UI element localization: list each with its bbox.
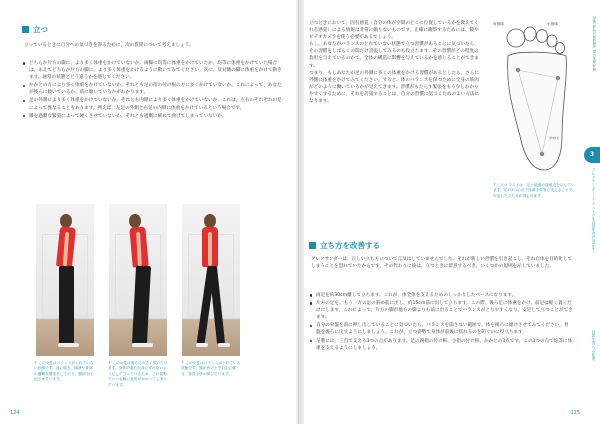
chapter-tab: 3 xyxy=(584,147,600,163)
intro-text: 立っているときに自分への気づきを得るために、次の質問について考えましょう。 xyxy=(24,43,194,48)
caption-photo-3: ↑ この女性はバランスがとれている状態です。頭が首の上で自由に動き、背骨全体が伸びています。 xyxy=(181,361,241,376)
photo-woman-leaning-back xyxy=(109,204,167,356)
foot-label-heel: かかと xyxy=(549,136,560,140)
side-running-title: THE ALEXANDER TECHNIQUE xyxy=(592,16,597,72)
photo-woman-balanced xyxy=(182,204,240,356)
right-page xyxy=(299,0,600,424)
list-item: 自分の骨盤を前に押し出していることに気づいたら、バランスを崩さない範囲で、体を後ろに傾けさせてみてください。骨盤を後ろに戻すようにしましょう。これが、立つ姿勢で身体が前後に揺れるのを防ぐのに役立ちます。 xyxy=(309,322,573,336)
heading-marker xyxy=(22,26,29,33)
foot-caption: ↑ このイラストは、足と地面の接地点を示しています。足の3つの点で体重を均等に支えることで、安定した立ち方が得られます。 xyxy=(493,183,577,198)
caption-photo-1: ↑ この女性はバランスがとれていない状態です。前に傾き、頭部や背部の過剰な緊張をしており、腰部を圧迫させています。 xyxy=(34,361,94,382)
section-heading-stand: 立つ xyxy=(22,24,48,35)
foot-label-ball: 母指球 xyxy=(493,22,504,26)
photo-woman-leaning-forward xyxy=(36,204,94,356)
list-item: 足の外側により多く体重をかけていないか。それとも内側により多く体重をかけていないか。これは、左右のそれぞれの足によって異なることもあります。例えば、左足の外側と右足の内側に体重をかけているという場合です。 xyxy=(22,97,284,111)
question-list xyxy=(22,60,284,121)
side-bottom-label: 日常生活への応用 xyxy=(592,330,597,361)
body-text-improve: アレクサンダーは、正しい立ち方について言及はしていませんでした。それが新しい習慣を引き起こし、それ自体を目的化してしまうことを恐れていたからです。その代わりに彼は、立つときに留意するべき、いくつかの規則を示していました。 xyxy=(311,257,573,270)
left-page xyxy=(0,0,299,424)
body-text-top: 立つときにおいて、固有感覚（自分の体が空間のどこに位置しているかを教えてくれる感覚）による情報は非常に頼りないものです。正確に観察するためには、鏡やビデオカメラを使う必要があるでしょう。 もし、あなたがバランスのとれていない状態で立つ習慣があることに気づいたら、その習慣をしばらくの間だけ誇張してみるのも役立ちます。その習慣がどの程度の負担を与えているのかで、全体の構造に影響を与えているかを感じることができます。 つまり、もしあなたが足の外側に多くの体重をかける習慣があるとしたら、さらに外側に体重をかけてみてください。すると、体のバランスを保つために全身の筋肉がどのように働いているかが見えてきます。習慣がもたらす緊張をもう少しわかりやすくするために、それを誇張することは、自分の習慣に気づくためのよい方法になります。 xyxy=(309,21,479,105)
foot-label-little-toe: 小指球 xyxy=(547,22,558,26)
list-item: 足裏には、三点で支える3つの点があります。足の親指の付け根、小指の付け根、かかとの3点です。この3つの点で均等に体重を支えるようにしましょう。 xyxy=(309,338,573,352)
foot-sole-illustration xyxy=(502,26,572,174)
list-item: どちらか片方の脚に、より多く体重をかけていないか。両脚に均等に体重をかけていたか。均等に体重をかけていた場合は、あえてどちらか片方の脚に、より多く体重をかけるように動いてみてください。次に、反対側の脚に体重をかけて動きます。通常の状態とどう違うかを感じてください。 xyxy=(22,60,284,81)
list-item: かかとの方により多く体重をかけていないか。それとも足の指の付け根の方に多くかけていないか。これによって、あなたが後ろに傾いているか、前に傾いているかがわかります。 xyxy=(22,82,284,96)
list-item: 片方の足を、もう一方の足の斜め前に出し、約15cm前に出して立ちます。この際、後ろ足に体重をかけ、前足は軽く置くだけにします。これによって、片方の脚が他方の脚よりも前に出ることでバランスがとりやすくなり、安定して立つことができます。 xyxy=(309,300,573,321)
heading-marker xyxy=(309,242,316,249)
rules-list xyxy=(309,292,573,353)
list-item: 膝を過剰な緊張によって硬くさせていないか。それとも過剰に緩めて曲げてしまっていないか。 xyxy=(22,113,284,120)
list-item: 両足を約30cm離して立ちます。これが、体全体を支えるためのしっかりしたベースになります。 xyxy=(309,292,573,299)
caption-photo-2: ↑ この女性は後方に大きく傾いています。身体の重心が前にずれないようにして立っているため、この姿勢でいつも腰に負担がかかってしまっています。 xyxy=(108,361,168,387)
page-number-left: 124 xyxy=(10,410,20,416)
side-chapter-title: アレクサンダー・テクニークを日常生活に活かす xyxy=(592,168,597,252)
section-heading-improve: 立ち方を改善する xyxy=(309,240,380,251)
page-number-right: 125 xyxy=(570,410,580,416)
